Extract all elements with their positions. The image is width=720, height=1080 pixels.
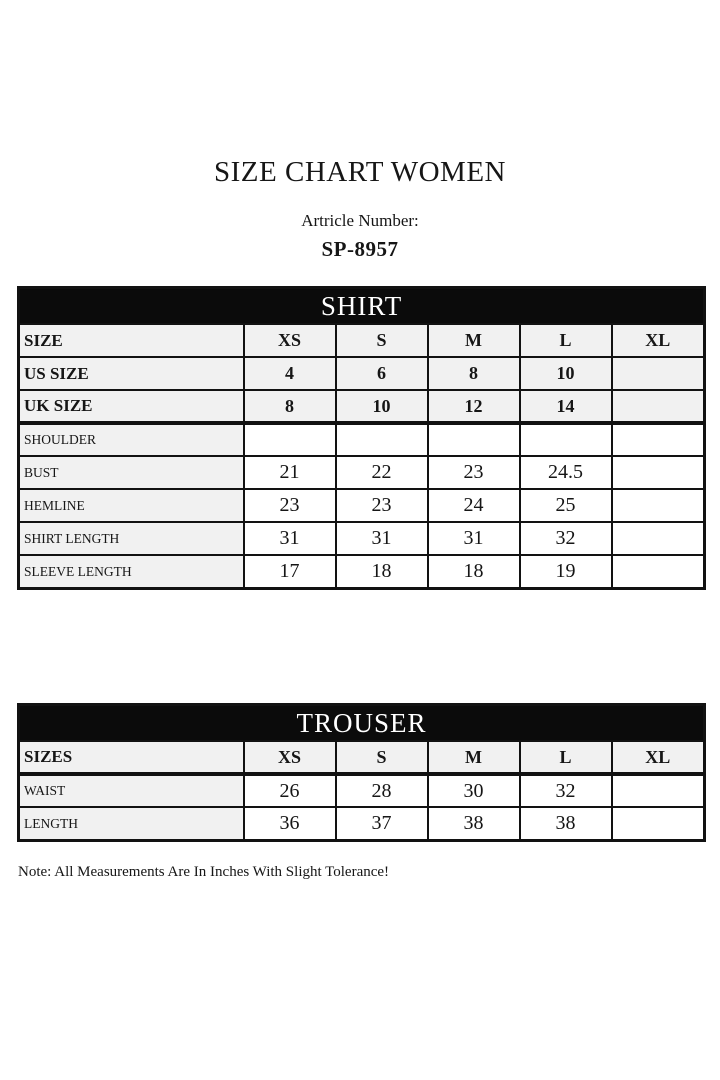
size-cell: XL xyxy=(612,324,705,357)
row-label: WAIST xyxy=(19,774,244,807)
shirt-title-row xyxy=(19,287,705,324)
measurement-cell xyxy=(612,807,705,840)
measurement-cell: 21 xyxy=(244,456,336,489)
size-cell: XS xyxy=(244,324,336,357)
measurement-cell: 17 xyxy=(244,555,336,588)
measurement-cell xyxy=(612,489,705,522)
size-cell: 8 xyxy=(428,357,520,390)
row-label: UK SIZE xyxy=(19,390,244,423)
measurement-note: Note: All Measurements Are In Inches With Slight Tolerance! xyxy=(18,863,390,880)
article-number-value: SP-8957 xyxy=(321,236,399,261)
measurement-cell: 23 xyxy=(244,489,336,522)
size-cell: L xyxy=(520,324,612,357)
size-cell: S xyxy=(336,741,428,774)
table-row xyxy=(19,555,705,588)
size-cell: XL xyxy=(612,741,705,774)
shirt-table-title: SHIRT xyxy=(19,287,705,324)
size-cell: 10 xyxy=(336,390,428,423)
row-label: SHOULDER xyxy=(19,423,244,456)
size-cell: 12 xyxy=(428,390,520,423)
size-cell: 6 xyxy=(336,357,428,390)
row-label: BUST xyxy=(19,456,244,489)
size-cell xyxy=(612,357,705,390)
row-label: SIZE xyxy=(19,324,244,357)
table-row xyxy=(19,423,705,456)
row-label: SHIRT LENGTH xyxy=(19,522,244,555)
measurement-cell: 25 xyxy=(520,489,612,522)
size-cell: M xyxy=(428,324,520,357)
row-label: HEMLINE xyxy=(19,489,244,522)
table-row xyxy=(19,324,705,357)
row-label: LENGTH xyxy=(19,807,244,840)
measurement-cell: 22 xyxy=(336,456,428,489)
measurement-cell xyxy=(612,555,705,588)
measurement-cell: 26 xyxy=(244,774,336,807)
measurement-cell: 18 xyxy=(428,555,520,588)
size-cell xyxy=(612,390,705,423)
measurement-cell: 24 xyxy=(428,489,520,522)
size-cell: 14 xyxy=(520,390,612,423)
size-cell: 10 xyxy=(520,357,612,390)
table-row xyxy=(19,489,705,522)
measurement-cell: 23 xyxy=(336,489,428,522)
trouser-title-row xyxy=(19,704,705,741)
measurement-cell: 30 xyxy=(428,774,520,807)
measurement-cell: 31 xyxy=(244,522,336,555)
table-row xyxy=(19,774,705,807)
measurement-cell: 18 xyxy=(336,555,428,588)
measurement-cell: 31 xyxy=(336,522,428,555)
row-label: US SIZE xyxy=(19,357,244,390)
measurement-cell: 38 xyxy=(520,807,612,840)
measurement-cell: 32 xyxy=(520,774,612,807)
measurement-cell: 38 xyxy=(428,807,520,840)
page-title: SIZE CHART WOMEN xyxy=(214,156,506,188)
table-row xyxy=(19,807,705,840)
measurement-cell xyxy=(428,423,520,456)
size-cell: L xyxy=(520,741,612,774)
measurement-cell xyxy=(612,774,705,807)
row-label: SLEEVE LENGTH xyxy=(19,555,244,588)
measurement-cell xyxy=(244,423,336,456)
measurement-cell: 24.5 xyxy=(520,456,612,489)
measurement-cell xyxy=(612,522,705,555)
measurement-cell: 36 xyxy=(244,807,336,840)
table-row xyxy=(19,522,705,555)
table-row xyxy=(19,390,705,423)
table-row xyxy=(19,357,705,390)
shirt-size-table xyxy=(17,286,706,590)
table-row xyxy=(19,741,705,774)
measurement-cell xyxy=(612,423,705,456)
measurement-cell: 23 xyxy=(428,456,520,489)
size-cell: 4 xyxy=(244,357,336,390)
row-label: SIZES xyxy=(19,741,244,774)
measurement-cell: 32 xyxy=(520,522,612,555)
measurement-cell: 37 xyxy=(336,807,428,840)
measurement-cell xyxy=(612,456,705,489)
measurement-cell: 19 xyxy=(520,555,612,588)
trouser-table-title: TROUSER xyxy=(19,704,705,741)
table-row xyxy=(19,456,705,489)
measurement-cell: 31 xyxy=(428,522,520,555)
measurement-cell: 28 xyxy=(336,774,428,807)
measurement-cell xyxy=(520,423,612,456)
article-number-label: Artricle Number: xyxy=(301,210,419,230)
size-cell: XS xyxy=(244,741,336,774)
size-cell: 8 xyxy=(244,390,336,423)
trouser-size-table xyxy=(17,703,706,842)
measurement-cell xyxy=(336,423,428,456)
size-cell: S xyxy=(336,324,428,357)
size-cell: M xyxy=(428,741,520,774)
